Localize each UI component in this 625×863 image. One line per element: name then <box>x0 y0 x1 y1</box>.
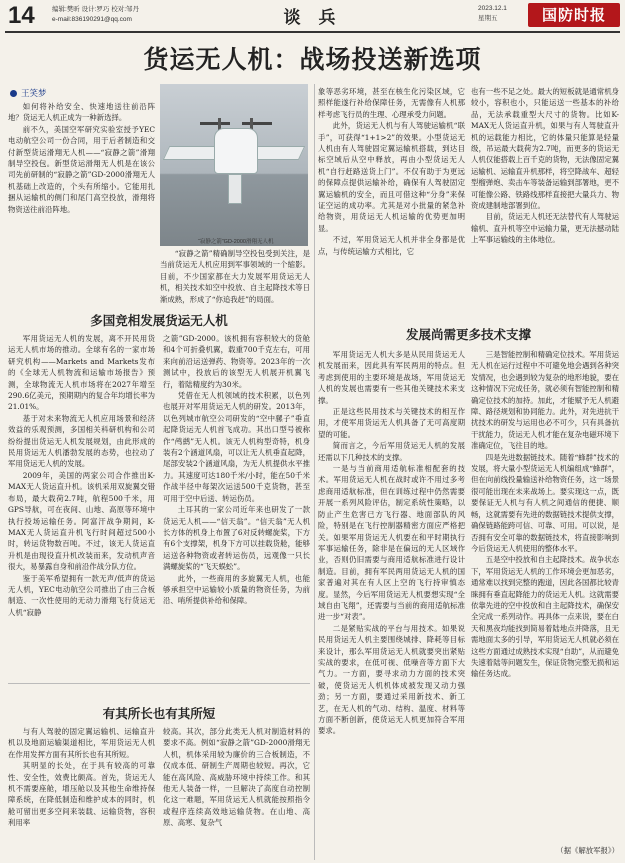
subhead-2: 有其所长也有其所短 <box>102 706 216 721</box>
column-4-section-3 <box>471 349 619 839</box>
staff-line: 编辑:樊昕 设计:罗巧 校对:邹丹 <box>52 6 140 13</box>
paragraph: 较高。其次，部分此类无人机对制造材料的要求不高。例如“寂静之箭”GD-2000滑翔无人机，机体采用较为廉价的三合板制造，不仅成本低、研制生产周期也较短。再次，它能在高风险、高威胁环境中持续工作。和其他无人装备一样，一旦解决了高度自动控制化这一难题，军用货运无人机就能按照指令或程序连续高效地运输货物。在山地、高原、高寒、复杂气 <box>163 727 310 828</box>
paragraph: “寂静之箭”精确制导空投包受到关注，是当前货运无人机应用到军事领域的一个缩影。目前，不少国家都在大力发展军用货运无人机，相关技术如空中投放、自主起降技术等日渐成熟，形成了“你追我赶”的局面。 <box>160 249 310 304</box>
paragraph: 鉴于美军希望拥有一款无声/低声的货运无人机，YEC电动航空公司推出了由三合板制造、一次性使用的无动力滑翔飞行货运无人机“寂静 <box>8 573 155 617</box>
paragraph: 简而言之，今后军用货运无人机的发展还需以下几种技术的支撑。 <box>318 441 465 462</box>
paragraph: 不过，军用货运无人机并非全身都是优点，与传统运输方式相比，它 <box>318 235 465 256</box>
paragraph: 其明显的长处，在于具有较高的可靠性、安全性，效费比颇高。首先，货运无人机不需要座舱，增压舱以及其他生命维持保障系统，在降低制造和维护成本的同时，机舱可留出更多空间来装载、运输货物，容积利用率 <box>8 761 155 828</box>
byline <box>10 87 47 99</box>
paragraph: 正是这些民用技术与关键技术的相互作用，才使军用货运无人机具备了无可高度期望的可能。 <box>318 407 465 439</box>
newspaper-logo: 国防时报 <box>528 3 620 27</box>
column-1-intro <box>8 101 155 293</box>
tail-shape <box>228 174 242 204</box>
masthead-rule <box>5 31 620 33</box>
paragraph: 此外，货运无人机与有人驾驶运输机“联手”，可获得“1+1>2”的效果。小型货运无人机由有人驾驶固定翼运输机搭载，到达目标空域后从空中释放，再由小型货运无人机“自行赶路送货上门”。不仅有助于为更远的保障点提供运输补给，确保有人驾驶固定翼运输机的安全，而且可借这种“分身”来保证空运的成功率。尤其是对小批量的紧急补给物资，用货运无人机运输的优势更加明显。 <box>318 121 465 233</box>
column-divider <box>314 84 315 860</box>
paragraph: 此外，一些商用的多旋翼无人机，也能够承担空中运输较小质量的物资任务，为前沿、哨所提供补给和保障。 <box>163 573 310 606</box>
paragraph: 军用货运无人机大多是从民用货运无人机发展而来，因此具有军民两用的特点。但考虑到使用的主要环境是战场，军用货运无人机的发展也需要有一些其他关键技术来支撑。 <box>318 350 465 405</box>
section-name: 谈 兵 <box>283 8 342 28</box>
page-number: 14 <box>8 2 35 29</box>
paragraph: 军用货运无人机的发展，离不开民用货运无人机市场的推动。全球有名的一家市场研究机构——Markets and Markets发布的《全球无人机物流和运输市场报告》预测，全球物流无人机市场将在2027年增至290.6亿美元，预期期内的复合年均增长率为21.01%。 <box>8 334 155 412</box>
author-name: 王笑梦 <box>21 88 47 98</box>
paragraph: 一是与当前商用适航标准相配套的技术。军用货运无人机在战时或许不用过多考虑商用适航标准，但在训练过程中仍然需要开展一系列风险评估，制定系统性策略，以防止产生危害已方飞行器、地面部队的风险，特别是在飞行控制器精密方面应严格把关。如果军用货运无人机要在和平时期执行军事运输任务，除非是在偏远的无人区域作业，否则仍旧需要与商用适航标准进行设计制造。目前，拥有军民两用货运无人机的国家普遍对其在有人区上空的飞行持审慎态度。显然，今后军用货运无人机要想实现“全域自由飞翔”，还需要与当前的商用适航标准进一步“对表”。 <box>318 464 465 622</box>
date: 2023.12.1 <box>478 5 507 12</box>
column-2-section-1 <box>163 333 310 675</box>
paragraph: 象等恶劣环境，甚至在核生化污染区域，它照样能遂行补给保障任务，无需像有人机那样考虑飞行员的生理、心理承受力问题。 <box>318 87 465 119</box>
subhead-3: 发展尚需更多技术支撑 <box>405 327 531 342</box>
byline-bullet-icon <box>10 90 17 97</box>
issue-date <box>478 4 507 24</box>
article-headline: 货运无人机：战场投送新选项 <box>143 45 482 74</box>
column-2-intro <box>160 248 310 306</box>
paragraph: 三是智能控制和精确定位技术。军用货运无人机在运行过程中不可避免地会遇到各种突发情况，也会遇到较为复杂的地形地貌，要在这种情况下完成任务，就必须有智能控制和精确定位技术的加持。加此，才能赋予无人机避障、路径规划和协同能力。此外，对先进抗干扰技术的研发与运用也必不可少，只有具备抗干扰能力，货运无人机才能在复杂电磁环境下准确定位，飞往目的地。 <box>471 350 619 451</box>
paragraph: 之箭”GD-2000。该机拥有容积较大的货舱和4个可折叠机翼，载重700千克左右，可用来向前沿运送弹药、物资等。2023年的一次测试中，投放后的该型无人机展开机翼飞行，着陆精度约为30米。 <box>163 334 310 389</box>
column-2-section-2 <box>163 726 310 860</box>
source-note: （据《解放军报》） <box>556 846 619 855</box>
paragraph: 四是先进数据链技术。随着“蜂群”技术的发展，将大量小型货运无人机编组成“蜂群”，但在向前线投量输送补给物资任务，这一场景很可能出现在未来战场上。要实现这一点，既要保证无人机与有人机之间通信的便捷、顺畅，这就需要有先进的数据链技术提供支撑，确保链路能跨可信、可靠、可用。可以说，是否拥有安全可靠的数据链技术，将直接影响到今后货运无人机使用的整体水平。 <box>471 452 619 553</box>
column-3-section-3 <box>318 349 465 857</box>
section-rule <box>8 683 310 684</box>
uav-photo <box>160 84 308 246</box>
masthead <box>0 0 625 34</box>
column-4-intro <box>471 86 619 308</box>
paragraph: 也有一些不足之处。最大的短板就是通常机身较小，容积也小，只能运送一些基本的补给品，无法承载重型大尺寸的货物。比如K-MAX无人货运直升机，如果与有人驾驶直升机的运载能力相比，它的体量只能算是轻量级，吊运最大载荷为2.7吨，而更多的货运无人机仅能搭载上百千克的货物，无法像固定翼运输机、运输直升机那样，将空降战车、超轻型榴弹炮、卖击车等装备运输到部署地，更不可能像公路、铁路线那样直接把大量兵力、物资成建制地部署到位。 <box>471 87 619 211</box>
rotor-icon <box>200 122 230 125</box>
column-3-intro <box>318 86 465 308</box>
subhead-1: 多国竞相发展货运无人机 <box>90 313 228 328</box>
rotor-icon <box>242 122 272 125</box>
fuselage-shape <box>214 128 258 174</box>
column-1-section-1 <box>8 333 155 675</box>
paragraph: 凭借在无人机领域的技术积累，以色列也展开对军用货运无人机的研发。2013年，以色列城市航空公司研发的“空中骡子”垂直起降货运无人机首飞成功。其出口型号被称作“鸬鹚”无人机。该无人机构型奇特，机身装有2个涵道风扇，可以让无人机垂直起降，尾部安装2个涵道风扇，为无人机提供水平推力。其速度可达180千米/小时，能在50千米作战半径中每架次运送500千克货物，甚至可用于空中后送、转运伤员。 <box>163 391 310 503</box>
paragraph: 二是紧贴实战的平台与用技术。如果说民用货运无人机主要围绕城排、降耗等目标来设计，那么军用货运无人机就要突出紧贴实战的要求，在低可视、低噪音等方面下大气力。一方面，要寻求动力方面的技术突破，使货运无人机机体成被发现又动力强劲；另一方面，要通过采用新技术、新工艺，在无人机的气动、结构、温度、材料等方面不断创新，使货运无人机更加符合军用要求。 <box>318 623 465 736</box>
paragraph: 2009年，美国的两家公司合作推出K-MAX无人货运直升机。该机采用双旋翼交错布局，最大载荷2.7吨，航程500千米，用GPS导航，可在夜间、山地、高原等环境中执行投场运输任务。阿富汗战争期间，K-MAX无人货运直升机飞行时间超过500小时，转运货物数百吨。不过，该无人货运直升机是由现役直升机改装而来，发动机声音很大，易暴露自身和前沿作战分队方位。 <box>8 470 155 572</box>
paragraph: 目前，货运无人机还无法替代有人驾驶运输机、直升机等空中运输力量，更无法撼动陆上军事运输线的主体地位。 <box>471 212 619 245</box>
paragraph: 与有人驾驶的固定翼运输机、运输直升机以及地面运输渠道相比，军用货运无人机在作用发挥方面有其所长也有其所短。 <box>8 727 155 759</box>
paragraph: 基于对未来物流无人机应用场景和经济效益的乐观预测，多国相关科研机构和公司纷纷提出货运无人机发展规划，由此形成的民用货运无人机潘勃发展的态势，也拉动了军用货运无人机的发展。 <box>8 413 155 469</box>
paragraph: 土耳其的一家公司近年来也研发了一款货运无人机——“信天翁”。“信天翁”无人机长方体的机身上布置了6对反转螺旋桨，下方有6个支撑架，机身下方可以挂载货舱，能够运送各种物资或者转运伤员，远观像一只长满螺旋桨的“飞天蜈蚣”。 <box>163 505 310 572</box>
photo-caption: “寂静之箭”GD-2000滑翔无人机 <box>198 239 274 245</box>
weekday: 星期五 <box>478 15 498 22</box>
paragraph: 五是空中投放和自主起降技术。战争状态下，军用货运无人机的工作环境会更加恶劣，通常难以找到完整的跑道，因此各国都比较青睐拥有垂直起降能力的货运无人机。这就需要依靠先进的空中投放和自主起降技术，确保安全完成一系列动作。再具体一点来说，要在白天和黑夜均能找到简易着陆地点并降落，且无需地面太多的引导，军用货运无人机就必须在这些方面通过成熟技术实现“自助”，从而避免失速着陆等问题发生，保证货物完整无损和运输任务达成。 <box>471 555 619 679</box>
column-1-section-2 <box>8 726 155 860</box>
email-line: e-mail:836190291@qq.com <box>52 16 132 23</box>
paragraph: 如何将补给安全、快速地送往前沿阵地？货运无人机正成为一种新选择。 <box>8 102 155 123</box>
paragraph: 前不久，美国空军研究实验室授予YEC电动航空公司一份合同，用于后者制造和交付新型货运滑翔无人机——“寂静之箭”滑翔制导空投包。新型货运滑翔无人机是在该公司先前研制的“寂静之箭”GD-2000滑翔无人机基础上改造的，个头有所缩小。它能用扎捆从运输机的侧门和尾门高空投放，滑翔将物资送往前沿阵地。 <box>8 124 155 214</box>
